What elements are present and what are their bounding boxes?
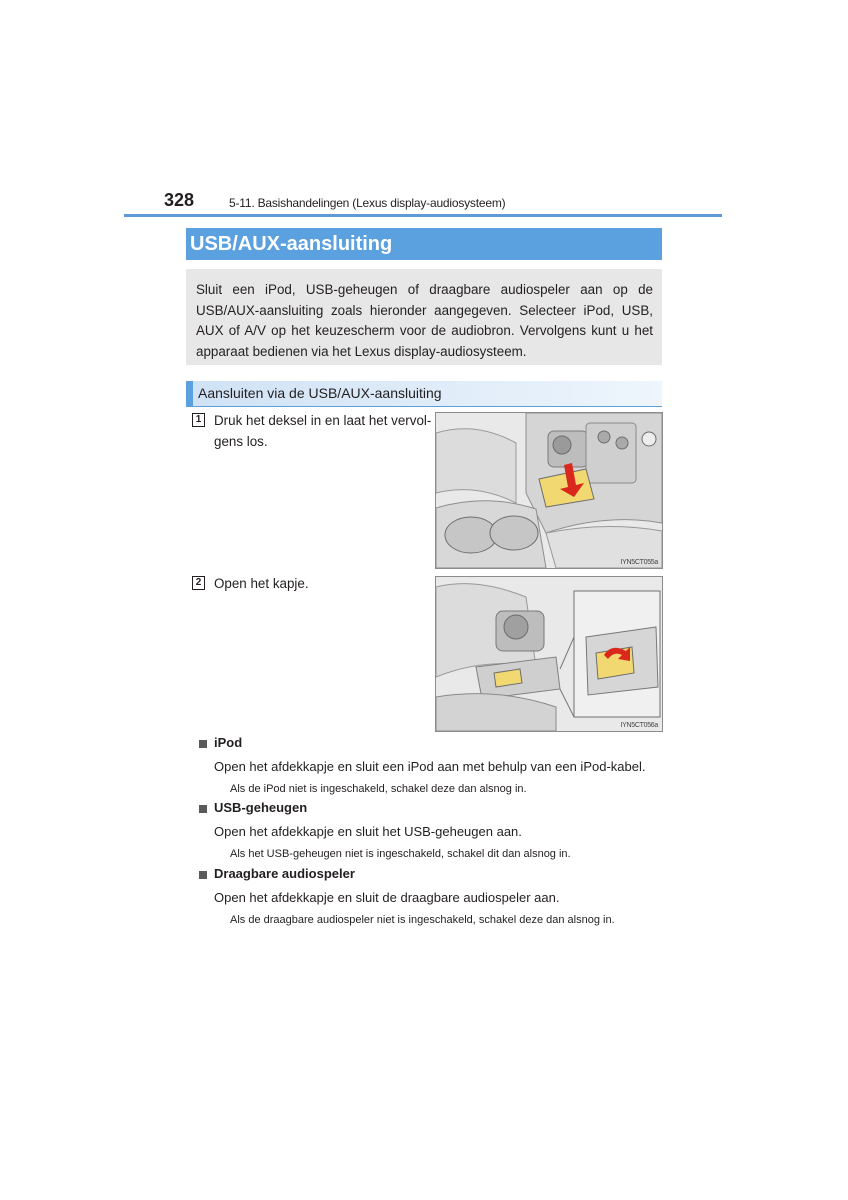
step-text-line: Open het kapje.: [214, 576, 309, 591]
device-note: Als de iPod niet is ingeschakeld, schakel deze dan alsnog in.: [230, 783, 527, 795]
illustration-code: IYN5CT056a: [620, 722, 658, 729]
intro-box: Sluit een iPod, USB-geheugen of draagbare audiospeler aan op de USB/AUX-aansluiting zoals hieronder aangegeven. Selecteer iPod, USB, AUX of A/V op het keuzescherm voor de audiobron. Vervolgens kunt u het apparaat bedienen via het Lexus display-audiosysteem.: [186, 269, 662, 365]
device-note: Als de draagbare audiospeler niet is ingeschakeld, schakel deze dan alsnog in.: [230, 914, 615, 926]
step-text: [214, 573, 309, 594]
illustration-press-cover: [435, 412, 663, 569]
step-text-line: Druk het deksel in en laat het vervol-: [214, 413, 432, 428]
device-body: Open het afdekkapje en sluit een iPod aan met behulp van een iPod-kabel.: [214, 759, 646, 774]
section-title: USB/AUX-aansluiting: [186, 228, 662, 260]
step-text: [214, 410, 431, 452]
chapter-title: 5-11. Basishandelingen (Lexus display-audiosysteem): [229, 196, 506, 210]
step-text-line: gens los.: [214, 434, 268, 449]
illustration-open-cap: [435, 576, 663, 732]
header-rule: [124, 214, 722, 217]
step-number: 1: [192, 413, 205, 427]
bullet-square-icon: [199, 871, 207, 879]
page-number: 328: [164, 190, 195, 210]
step-number: 2: [192, 576, 205, 590]
subsection-title: Aansluiten via de USB/AUX-aansluiting: [198, 385, 442, 401]
subsection-bar: [186, 381, 193, 406]
bullet-square-icon: [199, 740, 207, 748]
subsection-heading: [186, 381, 662, 407]
device-body: Open het afdekkapje en sluit de draagbare audiospeler aan.: [214, 890, 560, 905]
bullet-square-icon: [199, 805, 207, 813]
device-title: iPod: [214, 735, 243, 750]
device-note: Als het USB-geheugen niet is ingeschakeld, schakel dit dan alsnog in.: [230, 848, 571, 860]
device-title: USB-geheugen: [214, 800, 308, 815]
device-body: Open het afdekkapje en sluit het USB-geheugen aan.: [214, 824, 522, 839]
device-title: Draagbare audiospeler: [214, 866, 355, 881]
illustration-code: IYN5CT055a: [620, 559, 658, 566]
